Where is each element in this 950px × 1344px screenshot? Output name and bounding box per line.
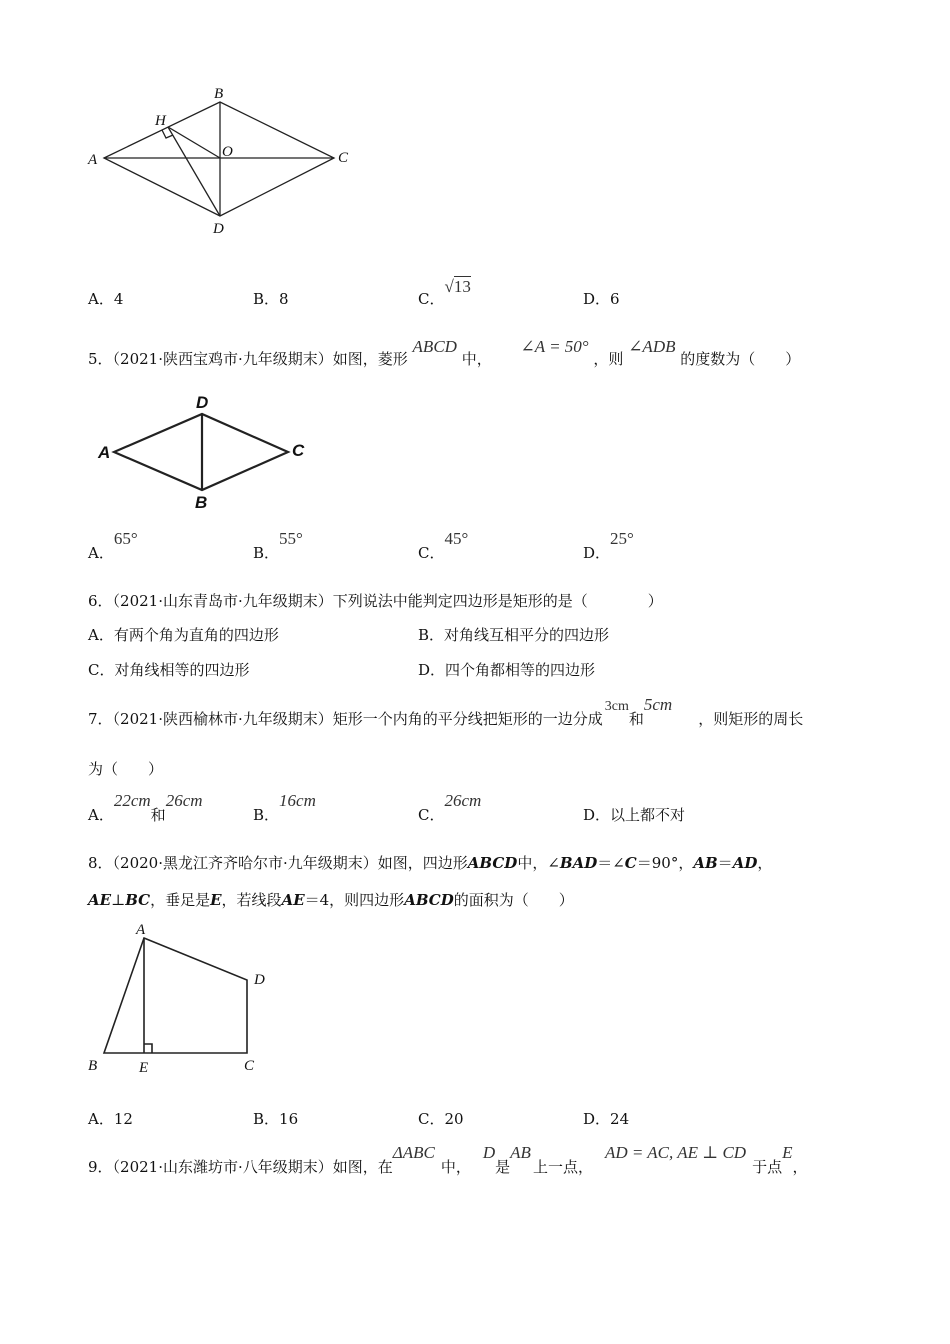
q5-option-a[interactable]: A．65° (88, 529, 138, 562)
q8-label-d: D (254, 972, 265, 988)
q7-option-b[interactable]: B．16cm (253, 791, 316, 824)
q5-label-a: A (98, 443, 111, 462)
q8-label-c: C (244, 1058, 255, 1074)
q5-option-b[interactable]: B．55° (253, 529, 303, 562)
q4-option-a[interactable]: A．4 (88, 290, 124, 308)
sqrt-symbol: √ (444, 277, 454, 296)
q4-label-h: H (155, 113, 166, 129)
q8-label-e: E (139, 1060, 149, 1076)
q6-option-a[interactable]: A．有两个角为直角的四边形 (88, 626, 279, 644)
q7-stem-line2: 为（ ） (88, 760, 164, 778)
q4-label-a: A (88, 152, 98, 168)
q4-label-c: C (338, 150, 349, 166)
q5-label-b: B (195, 493, 208, 512)
q8-option-b[interactable]: B．16 (253, 1110, 299, 1128)
q7-option-c[interactable]: C．26cm (418, 791, 482, 824)
q6-stem: 6．（2021·山东青岛市·九年级期末）下列说法中能判定四边形是矩形的是（ ） (88, 592, 663, 610)
q5-option-d[interactable]: D．25° (583, 529, 634, 562)
q8-option-d[interactable]: D．24 (583, 1110, 630, 1128)
q4-label-b: B (214, 86, 224, 102)
q4-option-c[interactable]: C．√13 (418, 277, 471, 308)
q5-option-c[interactable]: C．45° (418, 529, 469, 562)
q4-label-d: D (213, 221, 224, 237)
q5-figure (90, 390, 320, 515)
q8-label-a: A (136, 922, 146, 938)
q5-stem: 5．（2021·陕西宝鸡市·九年级期末）如图，菱形 ABCD 中， ∠A = 50° ，则 ∠ADB 的度数为（ ） (88, 337, 801, 368)
q9-stem: 9．（2021·山东潍坊市·八年级期末）如图，在ΔABC中，D是AB上一点，AD = AC, AE ⊥ CD于点E， (88, 1143, 808, 1176)
q4-label-o: O (222, 144, 233, 160)
q8-figure (84, 920, 284, 1080)
q7-option-d[interactable]: D．以上都不对 (583, 806, 686, 824)
q8-stem-line1: 8．（2020·黑龙江齐齐哈尔市·九年级期末）如图，四边形ABCD中，∠BAD＝∠C＝90°，AB＝AD， (88, 854, 773, 872)
q4-option-d[interactable]: D．6 (583, 290, 620, 308)
q5-label-c: C (292, 441, 305, 460)
q7-stem-line1: 7．（2021·陕西榆林市·九年级期末）矩形一个内角的平分线把矩形的一边分成3cm和5cm，则矩形的周长 (88, 695, 804, 728)
q4-option-b[interactable]: B．8 (253, 290, 289, 308)
q8-option-c[interactable]: C．20 (418, 1110, 464, 1128)
q6-option-d[interactable]: D．四个角都相等的四边形 (418, 661, 596, 679)
q6-option-b[interactable]: B．对角线互相平分的四边形 (418, 626, 610, 644)
q7-option-a[interactable]: A．22cm和26cm (88, 791, 203, 824)
q5-label-d: D (196, 393, 209, 412)
q8-label-b: B (88, 1058, 98, 1074)
q4-figure (80, 80, 380, 250)
q8-stem-line2: AE⊥BC，垂足是E，若线段AE＝4，则四边形ABCD的面积为（ ） (88, 891, 574, 909)
q6-option-c[interactable]: C．对角线相等的四边形 (88, 661, 250, 679)
q8-option-a[interactable]: A．12 (88, 1110, 133, 1128)
